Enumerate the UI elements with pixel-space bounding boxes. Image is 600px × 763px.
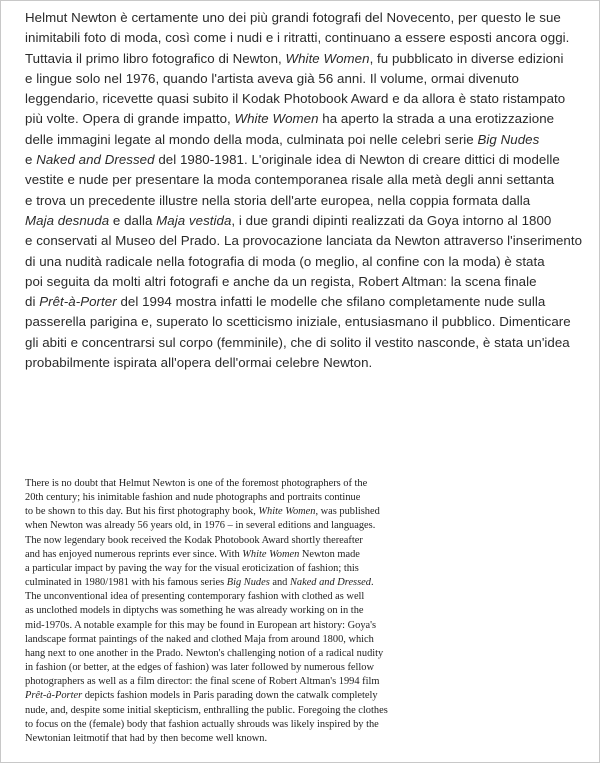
italic-title: White Women [285,50,370,66]
text-segment: when Newton was already 56 years old, in 1976 – in several editions and languages. [25,520,376,532]
text-segment: The unconventional idea of presenting contemporary fashion with clothed as well [25,591,365,603]
text-segment: Newtonian leitmotif that had by then become well known. [25,732,268,744]
text-line [25,8,585,28]
text-line [25,619,565,633]
text-line [25,69,585,89]
text-segment: di [25,294,40,310]
italic-title: Naked and Dressed [36,152,155,168]
italic-title: Prêt-à-Porter [39,294,117,310]
text-segment: photographers as well as a film director: the final scene of Robert Altman's 1994 film [25,676,380,688]
text-segment: and has enjoyed numerous reprints ever since. With [25,548,243,560]
text-segment: passerella parigina e, superato lo scetticismo iniziale, entusiasmano il pubblico. Dimenticare [25,314,571,330]
text-line [25,689,565,703]
italic-title: Maja desnuda [25,212,110,228]
text-line [25,252,585,272]
italic-title: Big Nudes [226,577,270,589]
text-segment: e lingue solo nel 1976, quando l'artista aveva già 56 anni. Il volume, ormai divenuto [25,70,519,86]
italic-title: White Women [258,506,316,518]
text-line [25,333,585,353]
text-line [25,49,585,69]
italic-title: Maja vestida [156,212,232,228]
text-line [25,519,565,533]
italic-title: Prêt-à-Porter [25,690,83,702]
text-segment: gli abiti e concentrarsi sul corpo (femminile), che di solito il vestito nasconde, è stata un'idea [25,334,570,350]
text-segment: e [25,152,37,168]
text-line [25,576,565,590]
italic-title: White Women [242,548,300,560]
text-segment: to focus on the (female) body that fashion actually shrouds was likely inspired by the [25,718,379,730]
text-line [25,633,565,647]
text-line [25,491,565,505]
text-line [25,675,565,689]
text-segment: inimitabili foto di moda, così come i nudi e i ritratti, continuano a essere esposti ancora oggi. [25,30,570,46]
text-segment: di una nudità radicale nella fotografia di moda (o meglio, al confine con la moda) è stata [25,253,545,269]
text-segment: depicts fashion models in Paris parading down the catwalk completely [82,690,378,702]
text-line [25,292,585,312]
text-segment: in fashion (or better, at the edges of fashion) was later followed by numerous fellow [25,662,375,674]
text-segment: e dalla [109,212,157,228]
italian-text-block [25,8,585,373]
text-line [25,477,565,491]
text-segment: , fu pubblicato in diverse edizioni [369,50,564,66]
text-segment: poi seguita da molti altri fotografi e anche da un regista, Robert Altman: la scena finale [25,273,537,289]
text-segment: ha aperto la strada a una erotizzazione [318,111,555,127]
text-line [25,704,565,718]
text-segment: 20th century; his inimitable fashion and nude photographs and portraits continue [25,492,361,504]
text-line [25,505,565,519]
text-segment: e trova un precedente illustre nella storia dell'arte europea, nella coppia formata dalla [25,192,531,208]
italic-title: White Women [234,111,319,127]
text-segment: , i due grandi dipinti realizzati da Goya intorno al 1800 [231,212,552,228]
text-line [25,109,585,129]
text-line [25,28,585,48]
text-segment: There is no doubt that Helmut Newton is one of the foremost photographers of the [25,478,368,489]
text-line [25,191,585,211]
italic-title: Big Nudes [477,131,540,147]
text-segment: e conservati al Museo del Prado. La provocazione lanciata da Newton attraverso l'inserimento [25,233,583,249]
text-segment: vestite e nude per presentare la moda contemporanea risale alla metà degli anni settanta [25,172,555,188]
text-segment: culminated in 1980/1981 with his famous series [25,577,227,589]
text-segment: Helmut Newton è certamente uno dei più grandi fotografi del Novecento, per questo le sue [25,10,561,25]
text-line [25,647,565,661]
text-segment: as unclothed models in diptychs was something he was already working on in the [25,605,364,617]
text-line [25,590,565,604]
english-text-block [25,477,565,746]
italic-title: Naked and Dressed [289,577,371,589]
text-segment: probabilmente ispirata all'opera dell'ormai celebre Newton. [25,355,373,371]
text-line [25,150,585,170]
text-line [25,661,565,675]
text-segment: hang next to one another in the Prado. Newton's challenging notion of a radical nudity [25,647,384,659]
text-segment: to be shown to this day. But his first photography book, [25,506,259,518]
text-segment: and [269,577,290,589]
text-segment: landscape format paintings of the naked and clothed Maja from around 1800, which [25,633,374,645]
text-segment: del 1980-1981. L'originale idea di Newton di creare dittici di modelle [154,152,560,168]
text-line [25,130,585,150]
text-segment: mid-1970s. A notable example for this may be found in European art history: Goya's [25,619,377,631]
text-line [25,604,565,618]
text-line [25,732,565,746]
text-segment: . [370,577,374,589]
text-segment: a particular impact by paving the way for the visual eroticization of fashion; this [25,562,359,574]
text-line [25,89,585,109]
text-line [25,353,585,373]
text-line [25,211,585,231]
text-line [25,170,585,190]
text-segment: Newton made [299,548,360,560]
text-segment: delle immagini legate al mondo della moda, culminata poi nelle celebri serie [25,131,478,147]
text-segment: leggendario, ricevette quasi subito il Kodak Photobook Award e da allora è stato ristampato [25,91,566,107]
text-line [25,272,585,292]
text-line [25,548,565,562]
text-segment: , was published [315,506,380,518]
text-segment: The now legendary book received the Kodak Photobook Award shortly thereafter [25,534,363,546]
text-segment: nude, and, despite some initial skepticism, enthralling the public. Foregoing the clothes [25,704,388,716]
text-line [25,312,585,332]
text-line [25,718,565,732]
text-line [25,231,585,251]
text-segment: Tuttavia il primo libro fotografico di Newton, [25,50,286,66]
text-segment: più volte. Opera di grande impatto, [25,111,235,127]
text-line [25,534,565,548]
text-segment: del 1994 mostra infatti le modelle che sfilano completamente nude sulla [116,294,546,310]
text-line [25,562,565,576]
